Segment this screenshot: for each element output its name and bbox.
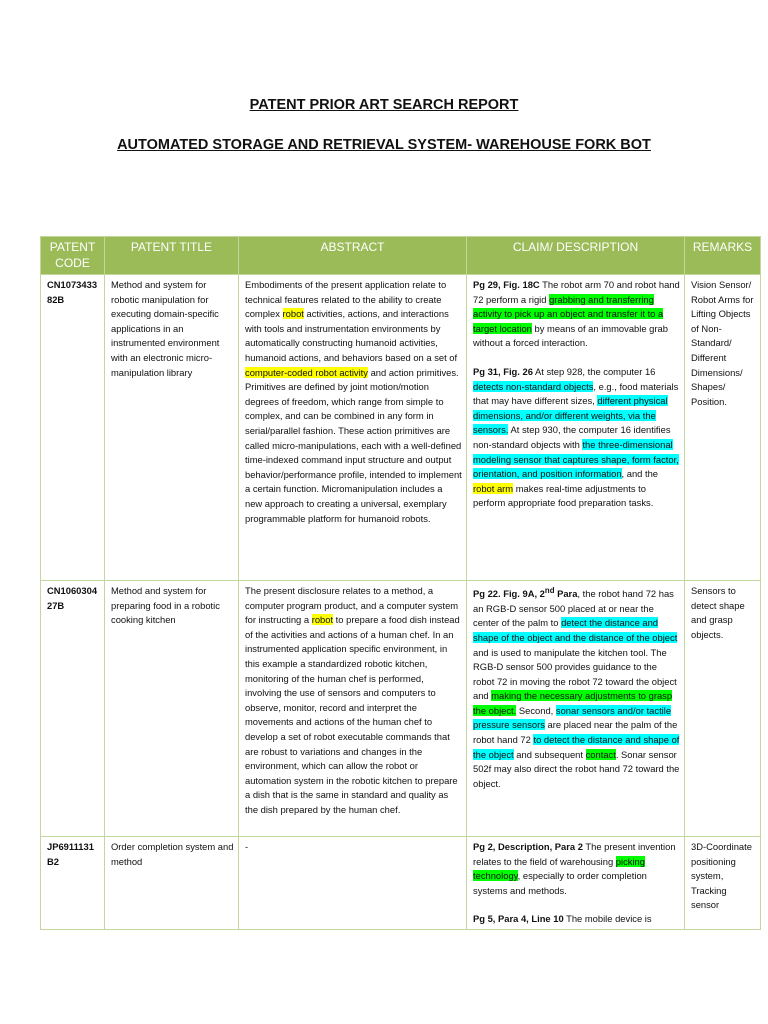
patent-abstract: Embodiments of the present application relate to technical features related to the ability to create complex robot activities, actions, and interactions with tools and instrumentation environments by automatically constructing humanoid activities, humanoid actions, and behaviors based on a set of computer-coded robot activity and action primitives. Primitives are defined by joint motion/motion degrees of freedom, which range from simple to complex, and can be combined in any form in serial/parallel fashion. These action primitives are called micro-manipulations, each with a well-defined time-indexed command input structure and output behavior/performance profile, intended to implement a certain function. Micromanipulation includes a new approach to creating a universal, exemplary programmable platform for humanoid robots. — [239, 275, 467, 581]
patent-abstract: - — [239, 837, 467, 930]
header-patent-code: PATENT CODE — [41, 237, 105, 275]
patent-claim: Pg 2, Description, Para 2 The present invention relates to the field of warehousing picking technology, especially to order completion systems and methods. Pg 5, Para 4, Line 10 The mobile device is — [467, 837, 685, 930]
table-row — [41, 581, 761, 837]
header-abstract: ABSTRACT — [239, 237, 467, 275]
header-remarks: REMARKS — [685, 237, 761, 275]
table-row — [41, 275, 761, 581]
patent-title: Order completion system and method — [105, 837, 239, 930]
patent-remarks: Sensors to detect shape and grasp objects. — [685, 581, 761, 837]
patent-remarks: Vision Sensor/ Robot Arms for Lifting Objects of Non-Standard/ Different Dimensions/ Shapes/ Position. — [685, 275, 761, 581]
report-subtitle: AUTOMATED STORAGE AND RETRIEVAL SYSTEM- WAREHOUSE FORK BOT — [117, 137, 651, 153]
patent-title: Method and system for preparing food in a robotic cooking kitchen — [105, 581, 239, 837]
report-title: PATENT PRIOR ART SEARCH REPORT — [249, 97, 519, 113]
patent-claim: Pg 22. Fig. 9A, 2nd Para, the robot hand 72 has an RGB-D sensor 500 placed at or near the center of the palm to detect the distance and shape of the object and the distance of the object and is used to manipulate the kitchen tool. The RGB-D sensor 500 provides guidance to the robot 72 in moving the robot 72 toward the object and making the necessary adjustments to grasp the object. Second, sonar sensors and/or tactile pressure sensors are placed near the palm of the robot hand 72 to detect the distance and shape of the object and subsequent contact. Sonar sensor 502f may also direct the robot hand 72 toward the object. — [467, 581, 685, 837]
patent-claim: Pg 29, Fig. 18C The robot arm 70 and robot hand 72 perform a rigid grabbing and transferring activity to pick up an object and transfer it to a target location by means of an immovable grab without a forced interaction. Pg 31, Fig. 26 At step 928, the computer 16 detects non-standard objects, e.g., food materials that may have different sizes, different physical dimensions, and/or different weights, via the sensors. At step 930, the computer 16 identifies non-standard objects with the three-dimensional modeling sensor that captures shape, form factor, orientation, and position information, and the robot arm makes real-time adjustments to perform appropriate food preparation tasks. — [467, 275, 685, 581]
patent-remarks: 3D-Coordinate positioning system, Tracking sensor — [685, 837, 761, 930]
prior-art-table — [40, 236, 761, 930]
header-patent-title: PATENT TITLE — [105, 237, 239, 275]
patent-abstract: The present disclosure relates to a method, a computer program product, and a computer system for instructing a robot to prepare a food dish instead of the activities and actions of a human chef. In an instrumented application specific environment, in this example a standardized robotic kitchen, monitoring of the human chef is performed, involving the use of sensors and computers to observe, monitor, record and interpret the movements and actions of the human chef to develop a set of robot executable commands that are robust to variations and changes in the environment, which can allow the robot or automation system in the robotic kitchen to prepare a dish that is the same in standard and quality as the dish prepared by the human chef. — [239, 581, 467, 837]
header-claim-description: CLAIM/ DESCRIPTION — [467, 237, 685, 275]
table-row — [41, 837, 761, 930]
patent-code: JP6911131B2 — [41, 837, 105, 930]
patent-title: Method and system for robotic manipulation for executing domain-specific applications in an instrumented environment with an electronic micro-manipulation library — [105, 275, 239, 581]
table-header-row — [41, 237, 761, 275]
patent-code: CN107343382B — [41, 275, 105, 581]
patent-code: CN106030427B — [41, 581, 105, 837]
